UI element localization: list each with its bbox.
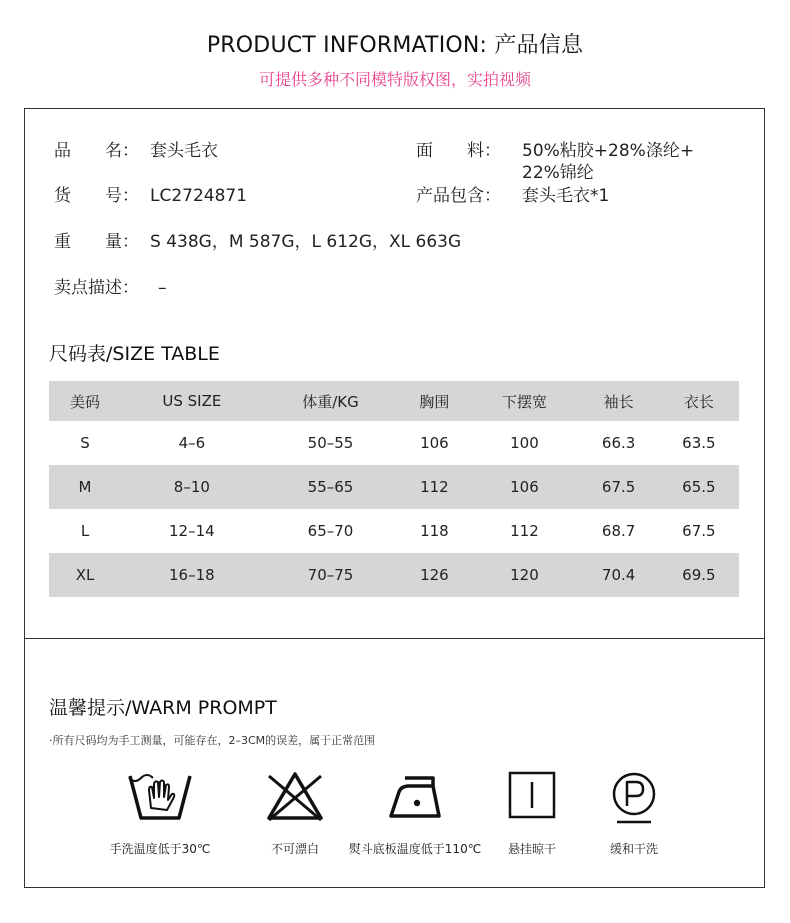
- info-package: [416, 185, 609, 207]
- table-cell: 68.7: [601, 522, 636, 540]
- table-cell: XL: [49, 553, 121, 597]
- info-sku: [54, 185, 247, 207]
- info-name: [54, 140, 218, 162]
- page-title: PRODUCT INFORMATION: 产品信息: [206, 33, 584, 58]
- table-cell: 4–6: [178, 434, 206, 452]
- care-item-no-bleach: [235, 770, 355, 857]
- care-item-dry-clean: [592, 770, 676, 857]
- table-cell: L: [80, 522, 90, 540]
- table-cell: 12–14: [169, 522, 215, 540]
- table-row: [49, 421, 739, 465]
- table-cell: 126: [398, 553, 470, 597]
- table-cell: 106: [470, 465, 578, 509]
- care-label: 熨斗底板温度低于110℃: [348, 842, 482, 856]
- care-label: 手洗温度低于30℃: [109, 842, 211, 856]
- size-table-header: US SIZE: [121, 381, 263, 421]
- care-label: 缓和干洗: [609, 842, 658, 856]
- no-bleach-icon: [265, 770, 325, 822]
- table-cell: 67.5: [682, 522, 716, 540]
- table-cell: 70–75: [263, 553, 399, 597]
- care-label: 不可漂白: [270, 842, 319, 856]
- table-cell: M: [49, 465, 121, 509]
- page-subtitle: 可提供多种不同模特版权图，实拍视频: [258, 70, 531, 89]
- info-weight-label: 重 量：: [54, 232, 139, 252]
- info-selling-label: 卖点描述：: [54, 278, 139, 298]
- care-label: 悬挂晾干: [507, 842, 556, 856]
- info-package-label: 产品包含：: [416, 186, 501, 206]
- table-cell: 106: [420, 434, 449, 452]
- warm-prompt-note: ·所有尺码均为手工测量，可能存在，2–3CM的误差，属于正常范围: [49, 734, 376, 747]
- warm-prompt-title: 温馨提示/WARM PROMPT: [49, 697, 277, 719]
- info-selling: [54, 277, 167, 299]
- info-sku-label: 货 号：: [54, 186, 139, 206]
- section-divider: [24, 638, 765, 639]
- table-cell: 63.5: [682, 434, 716, 452]
- care-item-hang-dry: [490, 770, 574, 857]
- info-weight: [54, 231, 461, 253]
- table-cell: 50–55: [307, 434, 354, 452]
- table-cell: 69.5: [659, 553, 739, 597]
- info-name-label: 品 名：: [54, 141, 139, 161]
- size-table-header: 袖长: [579, 381, 659, 421]
- size-table-header: 美码: [49, 381, 121, 421]
- info-material-value-1: 50%粘胶+28%涤纶+: [522, 141, 695, 161]
- care-item-iron: [340, 770, 490, 857]
- info-material-value-2: 22%锦纶: [522, 163, 594, 183]
- table-cell: 100: [510, 434, 539, 452]
- info-package-value: 套头毛衣*1: [522, 186, 610, 206]
- table-cell: 118: [420, 522, 449, 540]
- size-table-header: 下摆宽: [470, 381, 578, 421]
- table-cell: 65.5: [659, 465, 739, 509]
- info-selling-value: –: [158, 278, 167, 298]
- hand-wash-icon: [127, 770, 193, 826]
- table-cell: 70.4: [579, 553, 659, 597]
- table-cell: 112: [510, 522, 539, 540]
- hang-dry-icon: [507, 770, 557, 820]
- table-cell: 8–10: [121, 465, 263, 509]
- table-cell: 67.5: [579, 465, 659, 509]
- table-cell: 66.3: [601, 434, 636, 452]
- table-row: [49, 465, 739, 509]
- size-table-header-row: [49, 381, 739, 421]
- info-material-label: 面 料：: [416, 141, 501, 161]
- iron-icon: [385, 770, 445, 822]
- table-cell: 120: [470, 553, 578, 597]
- size-table-header: 衣长: [659, 381, 739, 421]
- table-row: [49, 509, 739, 553]
- info-material: [416, 140, 694, 162]
- dry-clean-p-icon: [609, 770, 659, 826]
- size-table-header: 胸围: [398, 381, 470, 421]
- info-weight-value: S 438G，M 587G，L 612G，XL 663G: [150, 232, 462, 252]
- size-table: [49, 381, 739, 597]
- size-table-header: 体重/KG: [263, 381, 399, 421]
- table-cell: S: [80, 434, 90, 452]
- table-cell: 65–70: [307, 522, 354, 540]
- info-name-value: 套头毛衣: [150, 141, 218, 161]
- size-table-title: 尺码表/SIZE TABLE: [49, 343, 220, 365]
- table-cell: 16–18: [121, 553, 263, 597]
- care-item-hand-wash: [100, 770, 220, 857]
- table-cell: 55–65: [263, 465, 399, 509]
- table-cell: 112: [398, 465, 470, 509]
- table-row: [49, 553, 739, 597]
- info-sku-value: LC2724871: [150, 186, 248, 206]
